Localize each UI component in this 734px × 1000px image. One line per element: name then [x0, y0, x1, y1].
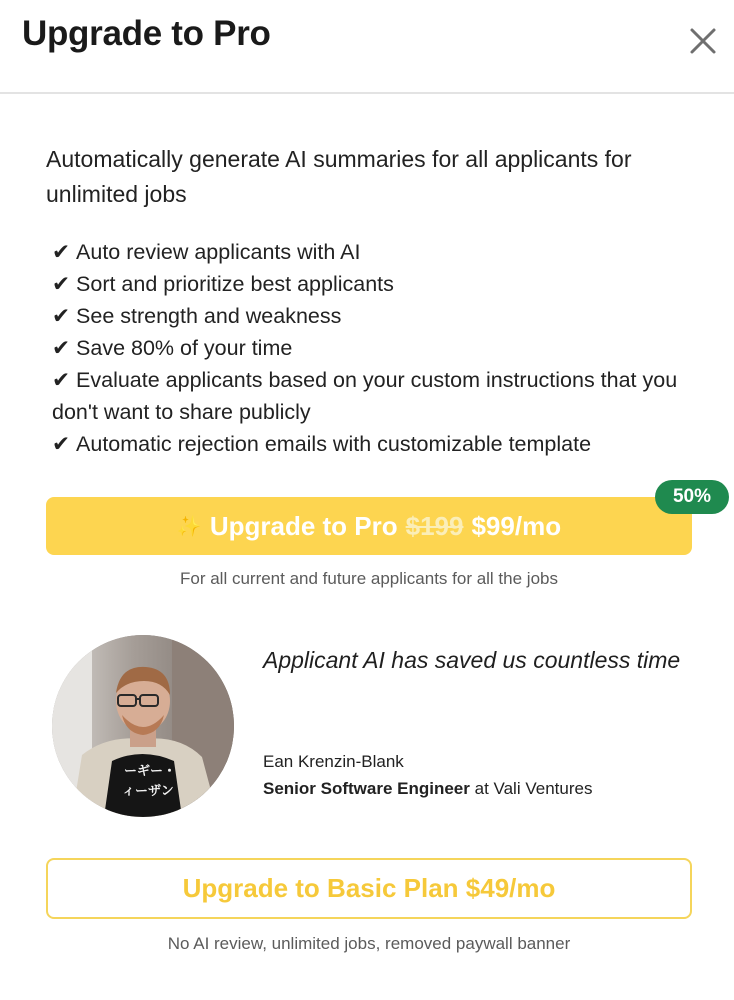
- feature-text: Automatic rejection emails with customizable template: [76, 432, 592, 456]
- author-role: [263, 779, 592, 799]
- feature-text: Save 80% of your time: [76, 336, 293, 360]
- old-price: $199: [405, 510, 464, 541]
- author-job-title: Senior Software Engineer: [263, 779, 470, 798]
- feature-item: [52, 364, 692, 428]
- author-company: at Vali Ventures: [474, 779, 593, 798]
- close-icon: [686, 24, 720, 58]
- upgrade-basic-subtext: No AI review, unlimited jobs, removed paywall banner: [167, 934, 571, 953]
- feature-text: Auto review applicants with AI: [76, 240, 361, 264]
- checkmark-icon: ✔: [52, 336, 71, 360]
- shirt-text-1: ーギー・: [124, 764, 177, 779]
- author-name: Ean Krenzin-Blank: [263, 752, 404, 771]
- modal-title: Upgrade to Pro: [22, 14, 271, 53]
- upgrade-basic-button[interactable]: Upgrade to Basic Plan $49/mo: [46, 858, 692, 919]
- avatar-photo: [52, 635, 234, 817]
- testimonial-avatar: [52, 635, 234, 817]
- checkmark-icon: ✔: [52, 272, 71, 296]
- feature-text: Sort and prioritize best applicants: [76, 272, 394, 296]
- feature-item: [52, 332, 692, 364]
- feature-text: Evaluate applicants based on your custom instructions that you don't want to share publicly: [52, 368, 678, 424]
- modal-header: [0, 0, 734, 94]
- upgrade-pro-button[interactable]: [46, 497, 692, 555]
- feature-item: [52, 268, 692, 300]
- feature-item: [52, 300, 692, 332]
- upgrade-pro-subtext: For all current and future applicants for all the jobs: [180, 569, 558, 588]
- close-button[interactable]: [686, 24, 720, 58]
- checkmark-icon: ✔: [52, 368, 71, 392]
- checkmark-icon: ✔: [52, 304, 71, 328]
- feature-list: [52, 236, 692, 460]
- checkmark-icon: ✔: [52, 240, 71, 264]
- feature-item: [52, 236, 692, 268]
- testimonial-quote: Applicant AI has saved us countless time: [263, 647, 681, 673]
- checkmark-icon: ✔: [52, 432, 71, 456]
- upgrade-pro-label: Upgrade to Pro: [209, 510, 398, 541]
- sparkle-icon: ✨: [176, 515, 202, 538]
- new-price: $99/mo: [471, 510, 562, 541]
- feature-text: See strength and weakness: [76, 304, 342, 328]
- intro-text: Automatically generate AI summaries for all applicants for unlimited jobs: [46, 146, 632, 207]
- feature-item: [52, 428, 692, 460]
- shirt-text-2: ィーザン: [122, 784, 174, 799]
- discount-badge: 50%: [655, 480, 729, 514]
